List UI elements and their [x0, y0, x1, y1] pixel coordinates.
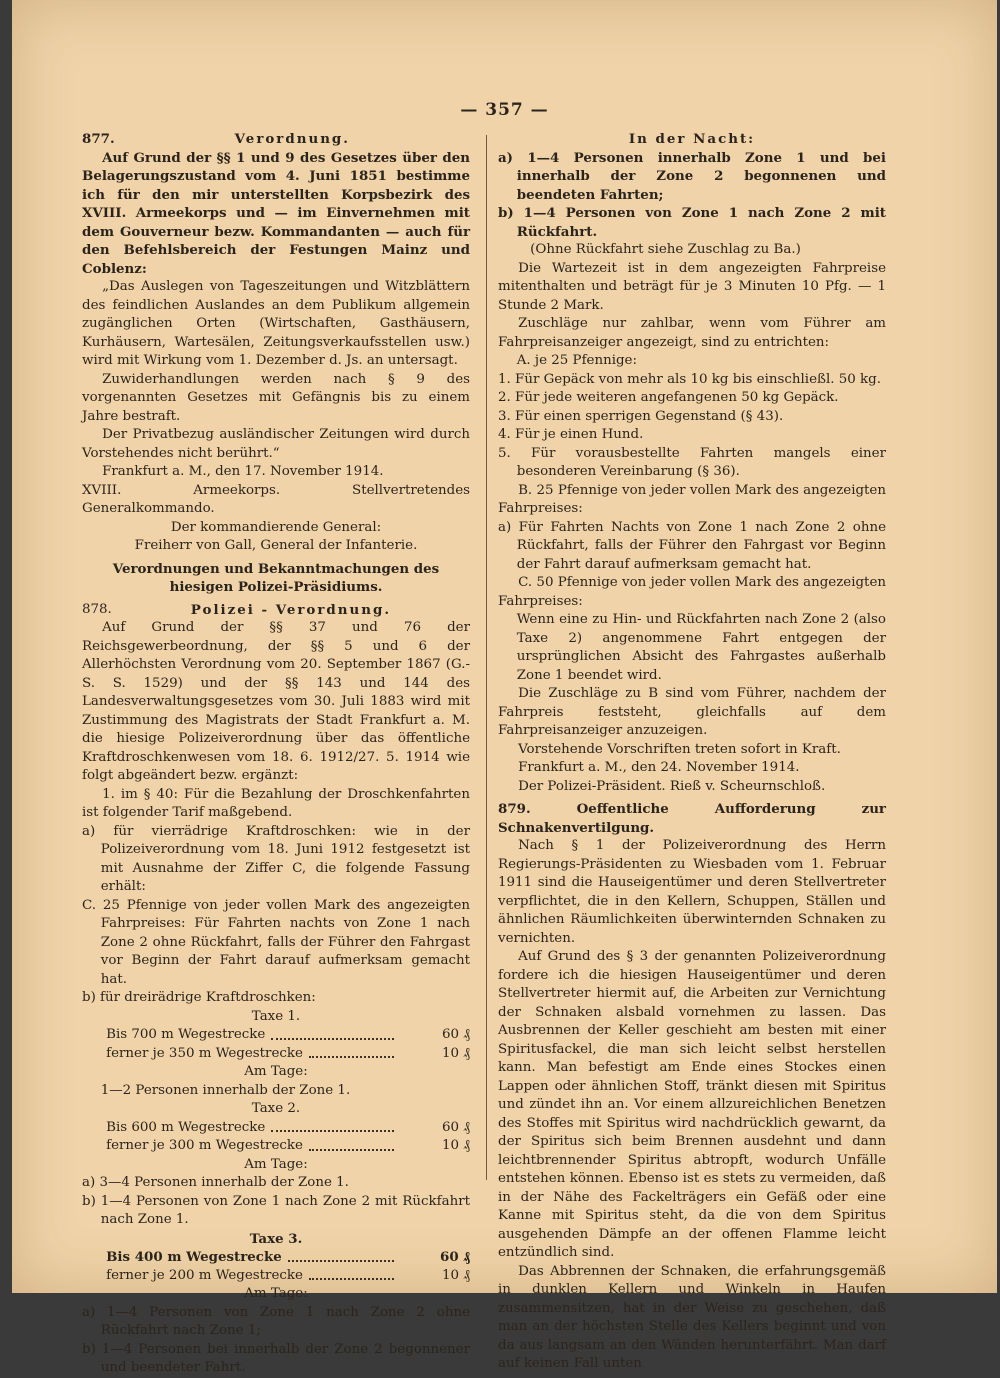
am-tage-heading: Am Tage:	[244, 1156, 308, 1172]
taxe-1-persons: 1—2 Personen innerhalb der Zone 1.	[100, 1082, 351, 1098]
surcharge-a-item: 2. Für jede weiteren angefangenen 50 kg Gepäck.	[498, 390, 839, 405]
surcharge-a-item: 1. Für Gepäck von mehr als 10 kg bis einschließl. 50 kg.	[498, 371, 881, 387]
section-879-header	[498, 800, 886, 837]
section-879-paragraph: Auf Grund des § 3 der genannten Polizeiverordnung fordere ich die hiesigen Hauseigentümer und deren Stellvertreter hiermit auf, die Arbeiten zur Vernichtung der Schnaken alsbald vornehmen zu lassen. Das Ausbrennen der Keller geschieht am besten mit einer Spiritusfackel, die man sich leicht selbst herstellen kann. Man befestigt am Ende eines Stockes einen Lappen oder ähnlichen Stoff, tränkt diesen mit Spiritus und zündet ihn an. Vor einem allzureichlichen Benetzen des Stoffes mit Spiritus wird nachdrücklich gewarnt, da der Spiritus sich beim Brennen ausdehnt und dann leichtbrennender Spiritus abtropft, wodurch Unfälle entstehen können. Ebenso ist es stets zu vermeiden, daß in der Nähe des Fackelträgers ein Gefäß oder eine Kanne mit Spiritus steht, da die von dem Spiritus ausgehenden Dämpfe an der offenen Flamme leicht entzündlich sind.	[498, 949, 886, 1260]
section-877-corps: XVIII. Armeekorps. Stellvertretendes Generalkommando.	[82, 482, 470, 516]
surcharge-a-item: 4. Für je einen Hund.	[498, 427, 644, 442]
page-number: — 357 —	[460, 100, 549, 120]
tariff-row: Bis 600 m Wegestrecke 60 ₰	[106, 1119, 470, 1135]
right-column	[498, 130, 886, 1374]
section-877-paragraph: Zuwiderhandlungen werden nach § 9 des vorgenannten Gesetzes mit Gefängnis bis zu einem Jahre bestraft.	[82, 371, 470, 424]
taxe-2-item: b) 1—4 Personen von Zone 1 nach Zone 2 mit Rückfahrt nach Zone 1.	[82, 1193, 470, 1227]
taxe-3-item: a) 1—4 Personen von Zone 1 nach Zone 2 ohne Rückfahrt nach Zone 1;	[82, 1304, 470, 1338]
effective-note: Vorstehende Vorschriften treten sofort in Kraft.	[518, 741, 841, 757]
section-877-number: 877.	[82, 131, 115, 147]
taxe-3-heading: Taxe 3.	[249, 1230, 303, 1247]
tariff-row: Bis 700 m Wegestrecke 60 ₰	[106, 1027, 470, 1042]
surcharge-a-item: 5. Für vorausbestellte Fahrten mangels einer besonderen Vereinbarung (§ 36).	[498, 445, 886, 479]
section-879-paragraph: Nach § 1 der Polizeiverordnung des Herrn Regierungs-Präsidenten zu Wiesbaden vom 1. Februar 1911 sind die Hauseigentümer und deren Stellvertreter verpflichtet, die in den Kellern, Schuppen, Ställen und ähnlichen Räumlichkeiten überwinternden Schnaken zu vernichten.	[498, 838, 886, 946]
section-878-title: Polizei - Verordnung.	[190, 601, 392, 618]
taxe-1-heading: Taxe 1.	[251, 1008, 301, 1024]
night-heading: In der Nacht:	[628, 131, 756, 147]
left-column	[82, 130, 470, 1378]
section-879-paragraph: Das Abbrennen der Schnaken, die erfahrungsgemäß in dunklen Kellern und Winkeln in Haufen zusammensitzen, hat in der Weise zu geschehen, daß man an der höchsten Stelle des Kellers beginnt und von da aus langsam an den Wänden herunterfährt. Man darf auf keinen Fall unten	[498, 1263, 886, 1371]
section-877-paragraph: Der Privatbezug ausländischer Zeitungen wird durch Vorstehendes nicht berührt.“	[82, 427, 470, 461]
surcharge-a-item: 3. Für einen sperrigen Gegenstand (§ 43).	[498, 408, 784, 424]
night-item-a: a) 1—4 Personen innerhalb Zone 1 und bei innerhalb der Zone 2 begonnenen und beendeten Fahrten;	[498, 149, 886, 203]
section-879-title: Oeffentliche Aufforderung zur Schnakenvertilgung.	[498, 801, 886, 836]
document-page	[12, 0, 997, 1375]
police-signature: Der Polizei-Präsident. Rieß v. Scheurnschloß.	[518, 778, 826, 794]
taxe-2-item: a) 3—4 Personen innerhalb der Zone 1.	[82, 1175, 349, 1190]
section-877-title: Verordnung.	[234, 131, 350, 147]
tariff-item-c: C. 25 Pfennige von jeder vollen Mark des angezeigten Fahrpreises: Für Fahrten nachts von Zone 1 nach Zone 2 ohne Rückfahrt, falls der Führer den Fahrgast vor Beginn der Fahrt darauf aufmerksam gemacht hat.	[82, 897, 470, 987]
tariff-row: ferner je 300 m Wegestrecke 10 ₰	[106, 1138, 470, 1153]
section-879-number: 879.	[498, 801, 531, 817]
section-877-paragraph: „Das Auslegen von Tageszeitungen und Witzblättern des feindlichen Auslandes an dem Publikum allgemein zugänglichen Orten (Wirtschaften, Gasthäusern, Kurhäusern, Wartesälen, Zeitungsverkaufsstellen usw.) wird mit Wirkung vom 1. Dezember d. Js. an untersagt.	[82, 279, 470, 368]
taxe-2-heading: Taxe 2.	[251, 1101, 301, 1116]
surcharge-a-heading: A. je 25 Pfennige:	[516, 353, 637, 368]
night-item-b: b) 1—4 Personen von Zone 1 nach Zone 2 mit Rückfahrt.	[498, 205, 886, 240]
tariff-row: ferner je 350 m Wegestrecke 10 ₰	[106, 1045, 470, 1061]
tariff-row: Bis 400 m Wegestrecke 60 ₰	[106, 1249, 470, 1265]
tariff-item-b: b) für dreirädrige Kraftdroschken:	[82, 990, 316, 1005]
am-tage-heading: Am Tage:	[244, 1286, 308, 1301]
section-877-signature: Freiherr von Gall, General der Infanterie.	[134, 538, 418, 553]
am-tage-heading: Am Tage:	[244, 1064, 308, 1079]
section-877-date: Frankfurt a. M., den 17. November 1914.	[102, 464, 384, 479]
taxe-3-item: b) 1—4 Personen bei innerhalb der Zone 2 begonnener und beendeter Fahrt.	[82, 1341, 470, 1375]
surcharge-b-heading: B. 25 Pfennige von jeder vollen Mark des angezeigten Fahrpreises:	[498, 482, 886, 516]
surcharge-paragraph: Zuschläge nur zahlbar, wenn vom Führer am Fahrpreisanzeiger angezeigt, sind zu entrichten:	[498, 316, 886, 350]
surcharge-c-heading: C. 50 Pfennige von jeder vollen Mark des angezeigten Fahrpreises:	[498, 575, 886, 609]
surcharge-b-item: a) Für Fahrten Nachts von Zone 1 nach Zone 2 ohne Rückfahrt, falls der Führer den Fahrgast vor Beginn der Fahrt darauf aufmerksam gemacht hat.	[498, 519, 886, 572]
waiting-time-paragraph: Die Wartezeit ist in dem angezeigten Fahrpreise mitenthalten und beträgt für je 3 Minuten 10 Pfg. — 1 Stunde 2 Mark.	[498, 260, 886, 313]
section-877-role: Der kommandierende General:	[170, 519, 382, 535]
tariff-row: ferner je 200 m Wegestrecke 10 ₰	[106, 1267, 470, 1283]
section-878-paragraph: 1. im § 40: Für die Bezahlung der Droschkenfahrten ist folgender Tarif maßgebend.	[82, 786, 470, 820]
section-877-paragraph: Auf Grund der §§ 1 und 9 des Gesetzes über den Belagerungszustand vom 4. Juni 1851 bestimme ich für den mir unterstellten Korpsbezirk des XVIII. Armeekorps und — im Einvernehmen mit dem Gouverneur bezw. Kommandanten — auch für den Befehlsbereich der Festungen Mainz und Coblenz:	[82, 149, 470, 277]
section-878-number: 878.	[82, 601, 112, 617]
night-item-b-note: (Ohne Rückfahrt siehe Zuschlag zu Ba.)	[530, 242, 801, 257]
police-heading: Verordnungen und Bekanntmachungen des hiesigen Polizei-Präsidiums.	[112, 560, 440, 595]
tariff-item-a: a) für vierrädrige Kraftdroschken: wie in der Polizeiverordnung vom 18. Juni 1912 festgesetzt ist mit Ausnahme der Ziffer C, die folgende Fassung erhält:	[82, 823, 470, 894]
section-878-paragraph: Auf Grund der §§ 37 und 76 der Reichsgewerbeordnung, der §§ 5 und 6 der Allerhöchsten Verordnung vom 20. September 1867 (G.-S. S. 1529) und der §§ 143 und 144 des Landesverwaltungsgesetzes vom 30. Juli 1883 wird mit Zustimmung des Magistrats der Stadt Frankfurt a. M. die hiesige Polizeiverordnung über das öffentliche Kraftdroschkenwesen vom 18. 6. 1912/27. 5. 1914 wie folgt abgeändert bezw. ergänzt:	[82, 620, 470, 783]
column-divider	[486, 135, 487, 1180]
surcharge-c-text: Wenn eine zu Hin- und Rückfahrten nach Zone 2 (also Taxe 2) angenommene Fahrt entgegen der ursprünglichen Absicht des Fahrgastes außerhalb Zone 1 beendet wird.	[516, 612, 886, 683]
surcharge-note: Die Zuschläge zu B sind vom Führer, nachdem der Fahrpreis feststeht, gleichfalls auf dem Fahrpreisanzeiger anzuzeigen.	[498, 686, 886, 738]
section-877-header	[82, 130, 470, 149]
section-878-header	[82, 601, 470, 620]
police-date: Frankfurt a. M., den 24. November 1914.	[518, 760, 800, 775]
